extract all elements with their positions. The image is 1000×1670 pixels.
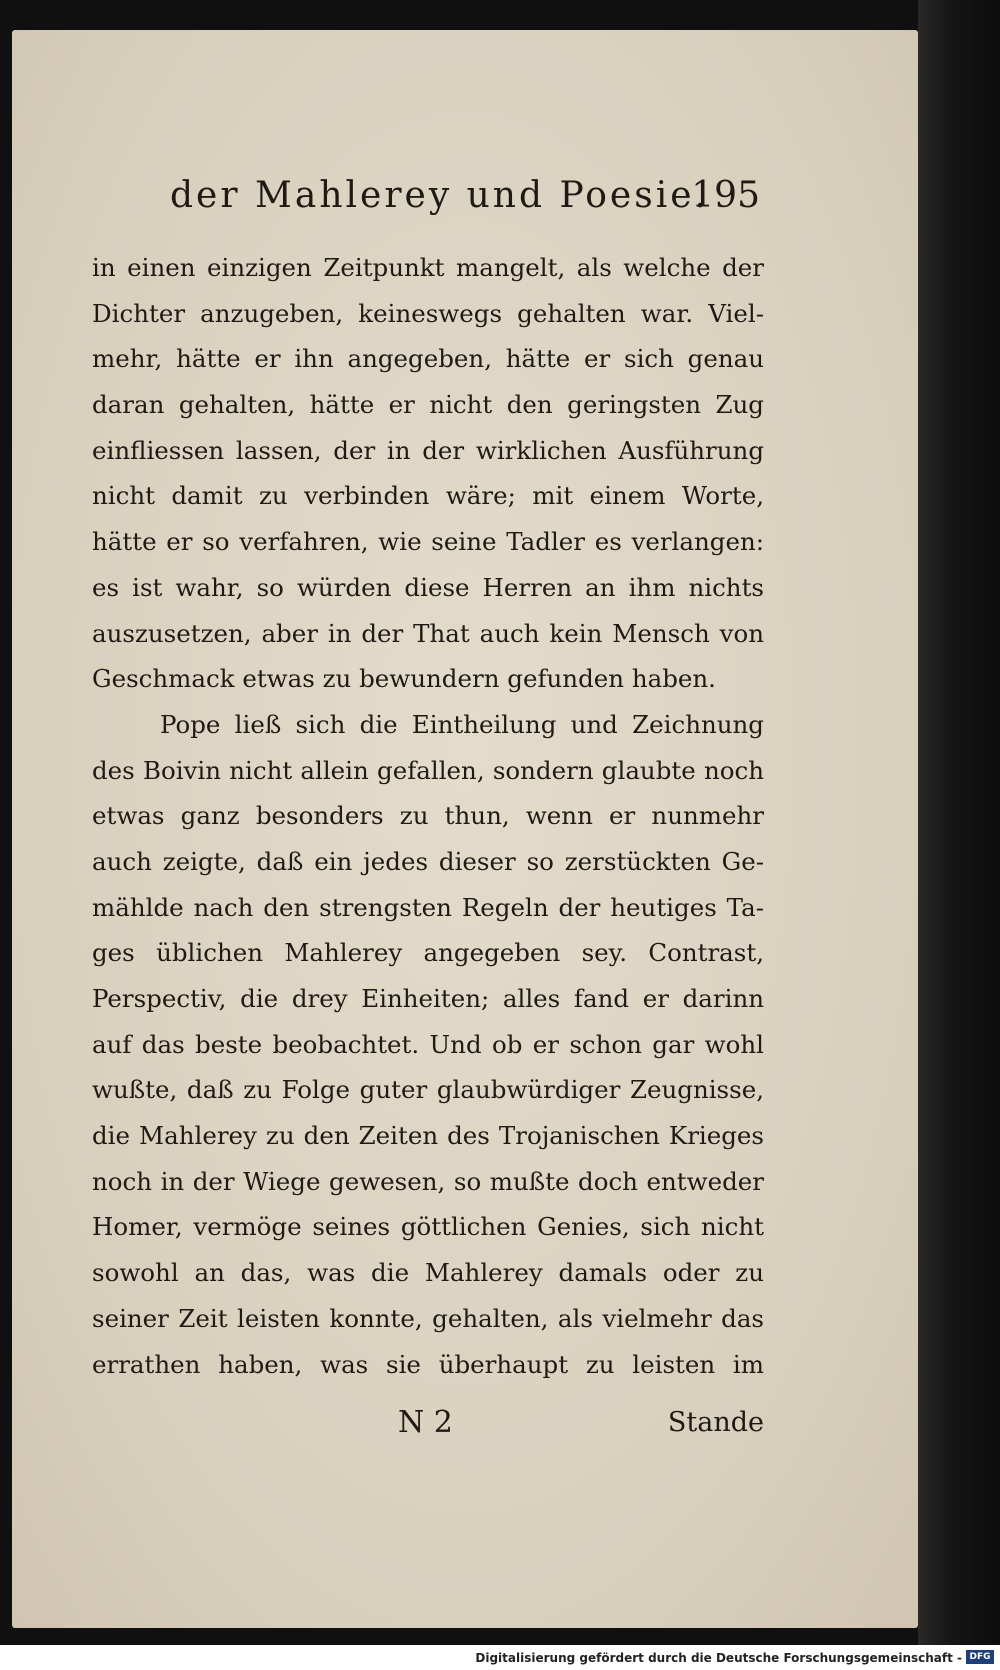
text-line: sowohl an das, was die Mahlerey damals oder zu xyxy=(92,1258,764,1288)
page-footer xyxy=(92,1405,764,1445)
text-line: Perspectiv, die drey Einheiten; alles fand er darinn xyxy=(92,984,764,1013)
text-line: einfliessen lassen, der in der wirklichen Ausführung xyxy=(92,435,764,465)
text-line: auszusetzen, aber in der That auch kein Mensch von xyxy=(92,618,764,648)
text-line: etwas ganz besonders zu thun, wenn er nunmehr xyxy=(92,801,764,831)
text-line: Pope ließ sich die Eintheilung und Zeichnung xyxy=(160,709,764,739)
text-line: wußte, daß zu Folge guter glaubwürdiger Zeugnisse, xyxy=(92,1075,764,1105)
credit-text: Digitalisierung gefördert durch die Deutsche Forschungsgemeinschaft - xyxy=(475,1651,962,1665)
catchword: Stande xyxy=(667,1407,764,1438)
text-line: des Boivin nicht allein gefallen, sondern glaubte noch xyxy=(92,755,764,785)
text-line: in einen einzigen Zeitpunkt mangelt, als welche der xyxy=(92,253,764,282)
text-line: hätte er so verfahren, wie seine Tadler es verlangen: xyxy=(92,527,764,557)
text-line: Geschmack etwas zu bewundern gefunden haben. xyxy=(92,664,716,694)
text-line: nicht damit zu verbinden wäre; mit einem Worte, xyxy=(92,481,764,511)
text-line: die Mahlerey zu den Zeiten des Trojanischen Krieges xyxy=(92,1121,764,1151)
text-line: errathen haben, was sie überhaupt zu leisten im xyxy=(92,1349,764,1379)
text-line: es ist wahr, so würden diese Herren an ihm nichts xyxy=(92,572,764,602)
page-number: 195 xyxy=(691,175,760,216)
text-line: mählde nach den strengsten Regeln der heutiges Ta- xyxy=(92,892,764,922)
text-line: Homer, vermöge seines göttlichen Genies, sich nicht xyxy=(92,1212,764,1242)
signature-mark: N 2 xyxy=(398,1405,453,1440)
dfg-logo: DFG xyxy=(966,1650,994,1664)
running-title: der Mahlerey und Poesie. xyxy=(170,175,709,216)
text-line: noch in der Wiege gewesen, so mußte doch entweder xyxy=(92,1166,764,1196)
text-line: Dichter anzugeben, keineswegs gehalten war. Viel- xyxy=(92,298,764,328)
text-line: ges üblichen Mahlerey angegeben sey. Contrast, xyxy=(92,938,764,968)
text-line: seiner Zeit leisten konnte, gehalten, als vielmehr das xyxy=(92,1303,764,1333)
body-text xyxy=(92,245,764,1387)
text-line: daran gehalten, hätte er nicht den geringsten Zug xyxy=(92,390,764,420)
digitization-credit-bar xyxy=(0,1645,1000,1670)
book-spine-shadow xyxy=(918,0,1000,1645)
running-head xyxy=(170,175,760,225)
text-line: auch zeigte, daß ein jedes dieser so zerstückten Ge- xyxy=(92,846,764,876)
text-line: mehr, hätte er ihn angegeben, hätte er sich genau xyxy=(92,344,764,374)
text-line: auf das beste beobachtet. Und ob er schon gar wohl xyxy=(92,1029,764,1059)
